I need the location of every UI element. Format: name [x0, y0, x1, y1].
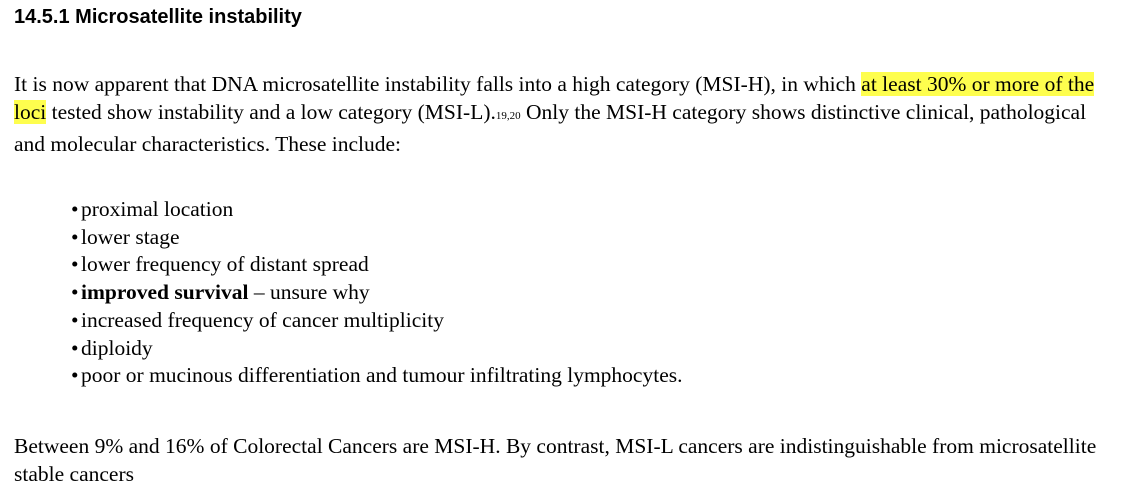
list-item-text: increased frequency of cancer multiplicity [81, 307, 444, 332]
bullet-icon: • [71, 335, 79, 360]
intro-text-part2: tested show instability and a low category (MSI-L). [46, 100, 496, 124]
bullet-icon: • [71, 363, 79, 388]
list-item-note: – unsure why [248, 280, 370, 305]
highlighted-text: at least 30% or more of the loci [14, 72, 1095, 124]
characteristics-list [71, 196, 683, 390]
list-item-text: lower stage [81, 224, 180, 249]
list-item-text: poor or mucinous differentiation and tumour infiltrating lymphocytes. [81, 363, 683, 388]
section-heading: 14.5.1 Microsatellite instability [14, 6, 302, 28]
list-item [71, 335, 683, 363]
list-item [71, 196, 683, 224]
intro-text-part1: It is now apparent that DNA microsatellite instability falls into a high category (MSI-H), in which [14, 72, 862, 96]
list-item-text: diploidy [81, 335, 153, 360]
bullet-icon: • [71, 307, 79, 332]
list-item-bold-text: improved survival [81, 280, 249, 305]
conclusion-paragraph: Between 9% and 16% of Colorectal Cancers are MSI-H. By contrast, MSI-L cancers are indistinguishable from microsatellite stable cancers [14, 434, 1097, 486]
reference-numbers: 19,20 [495, 110, 521, 122]
list-item [71, 224, 683, 252]
intro-paragraph [14, 70, 1120, 158]
bullet-icon: • [71, 280, 79, 305]
intro-text-part3: Only the MSI-H category shows distinctive clinical, pathological and molecular characteristics. These include: [14, 100, 1087, 156]
bullet-icon: • [71, 197, 79, 221]
bullet-icon: • [71, 252, 79, 277]
list-item-text: proximal location [81, 197, 234, 221]
list-item-text: lower frequency of distant spread [81, 252, 369, 277]
list-item [71, 307, 683, 335]
list-item [71, 362, 683, 390]
bullet-icon: • [71, 224, 79, 249]
list-item [71, 251, 683, 279]
list-item [71, 279, 683, 307]
